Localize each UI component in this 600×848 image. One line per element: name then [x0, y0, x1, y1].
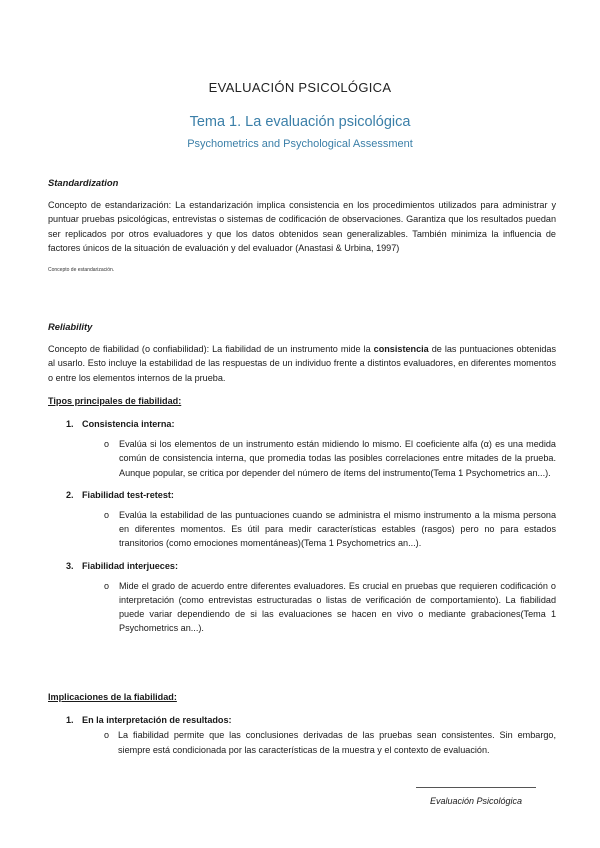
type-item-number: 2.	[66, 489, 74, 500]
bullet-icon: o	[104, 439, 110, 450]
implications-section	[48, 690, 556, 765]
types-heading: Tipos principales de fiabilidad:	[48, 395, 182, 406]
type-item-bullet	[48, 437, 556, 480]
document-title: EVALUACIÓN PSICOLÓGICA	[208, 80, 392, 95]
type-item-label: Fiabilidad interjueces:	[82, 560, 179, 571]
type-item-bullet	[48, 579, 556, 636]
implication-item-title	[48, 713, 556, 727]
type-item-title	[48, 559, 556, 573]
bullet-icon: o	[104, 730, 110, 741]
implication-item-label: En la interpretación de resultados:	[82, 715, 232, 726]
reliability-heading: Reliability	[48, 321, 93, 332]
document-subtitle: Tema 1. La evaluación psicológica	[189, 114, 411, 130]
type-item-title	[48, 417, 556, 431]
type-item-text: Evalúa si los elementos de un instrumento están midiendo lo mismo. El coeficiente alfa (α) es una medida común de consistencia interna, que promedia todas las posibles correlaciones entre mitades de la prueba. Aunque popular, se critica por depender del número de ítems del instrumento(Tema 1 Psychometrics an...).	[119, 439, 556, 478]
reliability-paragraph	[48, 342, 556, 385]
standardization-heading: Standardization	[48, 177, 119, 188]
standardization-paragraph: Concepto de estandarización: La estandarización implica consistencia en los procedimientos utilizados para administrar y puntuar pruebas psicológicas, entrevistas o sistemas de codificación de observaciones. Garantiza que los resultados puedan ser replicados por otros evaluadores y que los datos obtenidos sean generalizables. También minimiza la influencia de factores únicos de la situación de evaluación y del evaluador (Anastasi & Urbina, 1997)	[48, 200, 556, 253]
bullet-icon: o	[104, 510, 110, 521]
reliability-paragraph-part2: de las puntuaciones obtenidas al usarlo. Esto incluye la estabilidad de las respuestas de un individuo frente a distintos evaluadores, en diferentes momentos o entre los elementos internos de la prueba.	[48, 344, 556, 383]
type-item-title	[48, 488, 556, 502]
type-item-number: 3.	[66, 560, 74, 571]
footer-divider	[416, 787, 536, 788]
reliability-paragraph-bold: consistencia	[373, 344, 429, 355]
implication-item-bullet	[48, 728, 556, 756]
type-item-text: Evalúa la estabilidad de las puntuaciones cuando se administra el mismo instrumento a la misma persona en diferentes momentos. Es útil para medir características estables (rasgos) pero no para estados transitorios (como emociones momentáneas)(Tema 1 Psychometrics an...).	[119, 510, 556, 549]
type-item-label: Consistencia interna:	[82, 419, 175, 430]
bullet-icon: o	[104, 580, 110, 591]
standardization-caption: Concepto de estandarización.	[48, 267, 115, 274]
reliability-paragraph-part1: Concepto de fiabilidad (o confiabilidad): La fiabilidad de un instrumento mide la	[48, 344, 374, 355]
implication-item-number: 1.	[66, 715, 74, 726]
type-item-number: 1.	[66, 419, 74, 430]
standardization-section	[48, 176, 556, 277]
implications-heading: Implicaciones de la fiabilidad:	[48, 692, 177, 702]
implication-item-text: La fiabilidad permite que las conclusiones derivadas de las pruebas sean consistentes. Sin embargo, siempre está condicionada por las características de la muestra y el contexto de evaluación.	[118, 730, 556, 755]
type-item-label: Fiabilidad test-retest:	[82, 489, 174, 500]
type-item-bullet	[48, 508, 556, 551]
reliability-section	[48, 320, 556, 644]
document-subsubtitle: Psychometrics and Psychological Assessment	[187, 138, 413, 150]
footer-text: Evaluación Psicológica	[429, 796, 523, 806]
type-item-text: Mide el grado de acuerdo entre diferentes evaluadores. Es crucial en pruebas que requieren codificación o interpretación (como entrevistas estructuradas o listas de verificación de comportamiento). La fiabilidad puede variar dependiendo de si las evaluaciones se hacen en vivo o mediante grabaciones(Tema 1 Psychometrics an...).	[119, 580, 556, 634]
